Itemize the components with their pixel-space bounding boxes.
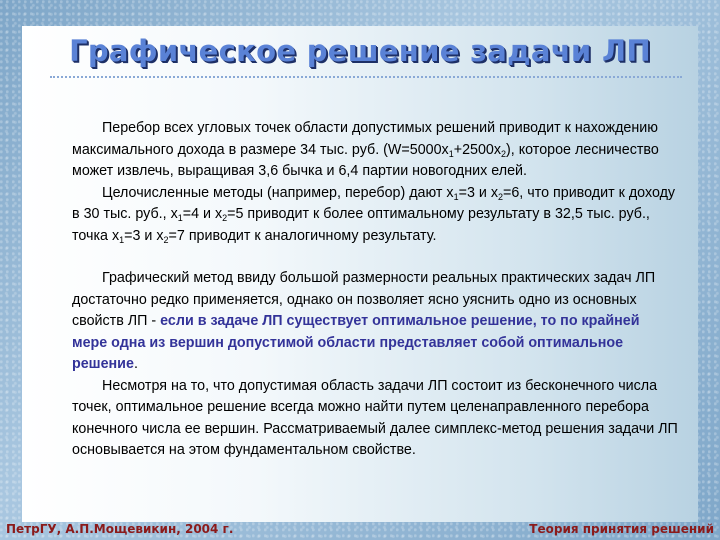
text-fragment: =5 приводит к более оптимальному результату в 32,5 тыс. руб., точка x	[72, 206, 650, 244]
text-fragment: Перебор всех угловых точек области допустимых решений приводит к нахождению максимального дохода в размере 34 тыс. руб. (W=5000x	[72, 120, 658, 158]
title-divider	[50, 76, 682, 78]
subscript: 2	[501, 148, 507, 159]
paragraph-simplex-basis: Несмотря на то, что допустимая область задачи ЛП состоит из бесконечного числа точек, оптимальное решение всегда можно найти путем целенаправленного перебора конечного числа ее вершин. Рассматриваемый далее симплекс-метод решения задачи ЛП основывается на этом фундаментальном свойстве.	[72, 377, 678, 458]
text-fragment: +2500x	[453, 141, 502, 158]
paragraph-enumeration-result	[72, 118, 678, 183]
subscript: 2	[163, 234, 169, 245]
paragraph-gap	[72, 247, 678, 268]
text-fragment: =3 и x	[124, 227, 164, 244]
subscript: 1	[119, 234, 125, 245]
text-fragment: =6, что приводит к доходу в 30 тыс. руб., x	[72, 184, 676, 222]
footer-course: Теория принятия решений	[529, 522, 714, 536]
highlighted-statement: если в задаче ЛП существует оптимальное решение, то по крайней мере одна из вершин допустимой области представляет собой оптимальное решение	[72, 313, 640, 372]
paragraph-graphical-method	[72, 268, 678, 376]
subscript: 2	[497, 191, 503, 202]
slide-title: Графическое решение задачи ЛП	[69, 34, 651, 68]
text-fragment: .	[133, 356, 138, 372]
subscript: 2	[222, 213, 228, 223]
text-fragment: Целочисленные методы (например, перебор) дают x	[102, 184, 454, 201]
text-fragment: =4 и x	[182, 206, 223, 222]
footer-author: ПетрГУ, А.П.Мощевикин, 2004 г.	[6, 522, 234, 536]
paragraph-integer-methods	[72, 183, 678, 248]
text-fragment: ), которое лесничество может извлечь, выращивая 3,6 бычка и 6,4 партии новогодних елей.	[72, 141, 659, 179]
subscript: 1	[448, 148, 454, 159]
text-fragment: Графический метод ввиду большой размерности реальных практических задач ЛП достаточно редко применяется, однако он позволяет ясно уяснить одно из основных свойств ЛП -	[72, 270, 656, 329]
text-fragment: =3 и x	[458, 184, 498, 201]
slide-body	[72, 118, 678, 462]
subscript: 1	[177, 213, 183, 223]
subscript: 1	[453, 191, 459, 202]
text-fragment: =7 приводит к аналогичному результату.	[168, 227, 437, 244]
